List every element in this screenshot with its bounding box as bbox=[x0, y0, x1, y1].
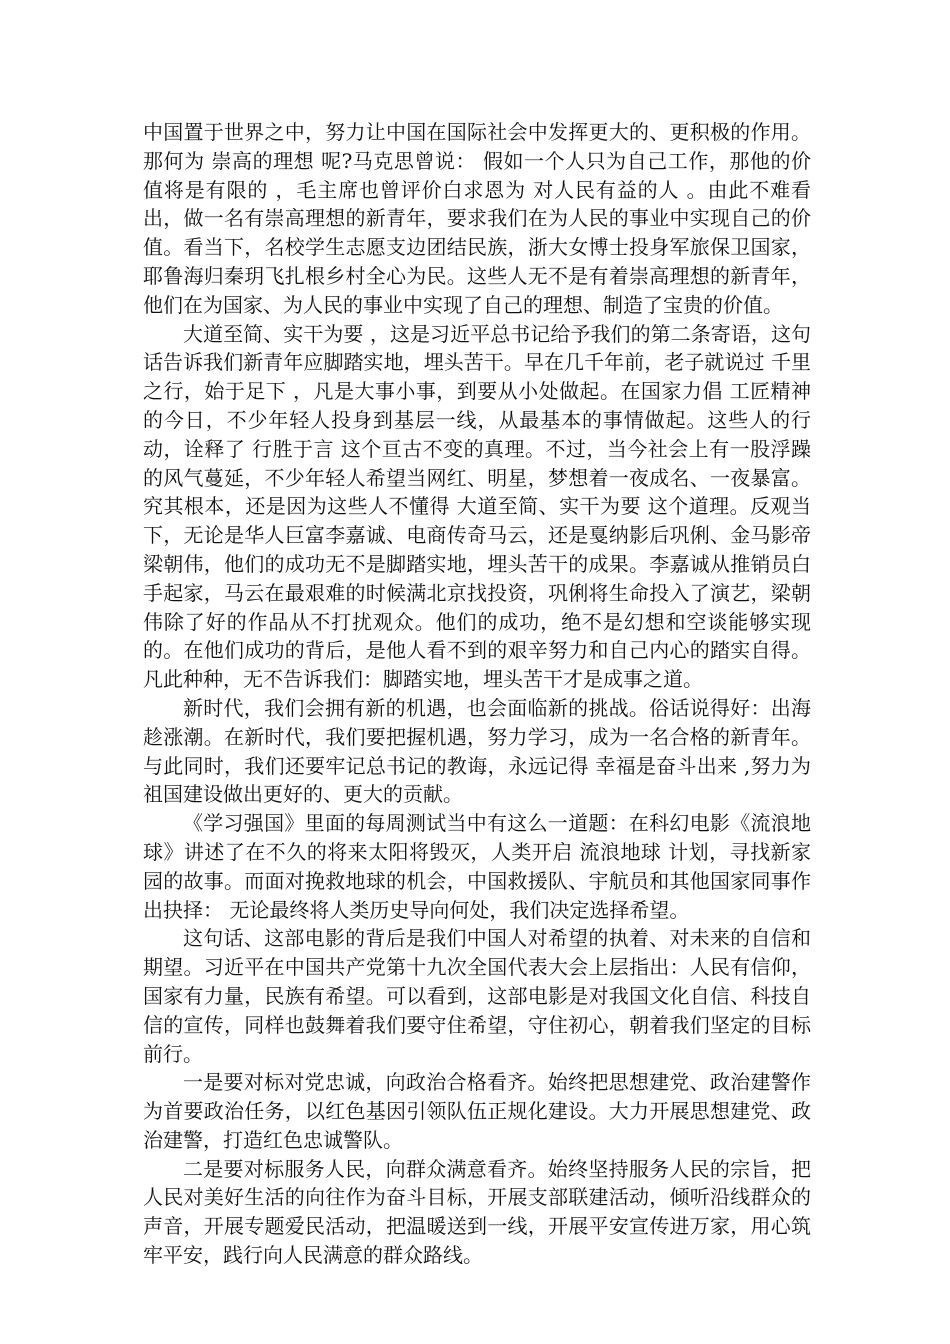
document-body bbox=[143, 118, 811, 1270]
paragraph: 二是要对标服务人民，向群众满意看齐。始终坚持服务人民的宗旨，把人民对美好生活的向往作为奋斗目标，开展支部联建活动，倾听沿线群众的声音，开展专题爱民活动，把温暖送到一线，开展平安宣传进万家，用心筑牢平安，践行向人民满意的群众路线。 bbox=[143, 1156, 811, 1268]
paragraph: 大道至简、实干为要 ，这是习近平总书记给予我们的第二条寄语，这句话告诉我们新青年应脚踏实地，埋头苦干。早在几千年前，老子就说过 千里之行，始于足下 ，凡是大事小事，到要从小处做起。在国家力倡 工匠精神 的今日，不少年轻人投身到基层一线，从最基本的事情做起。这些人的行动，诠释了 行胜于言 这个亘古不变的真理。不过，当今社会上有一股浮躁的风气蔓延，不少年轻人希望当网红、明星，梦想着一夜成名、一夜暴富。究其根本，还是因为这些人不懂得 大道至简、实干为要 这个道理。反观当下，无论是华人巨富李嘉诚、电商传奇马云，还是戛纳影后巩俐、金马影帝梁朝伟，他们的成功无不是脚踏实地，埋头苦干的成果。李嘉诚从推销员白手起家，马云在最艰难的时候满北京找投资，巩俐将生命投入了演艺，梁朝伟除了好的作品从不打扰观众。他们的成功，绝不是幻想和空谈能够实现的。在他们成功的背后，是他人看不到的艰辛努力和自己内心的踏实自得。凡此种种，无不告诉我们：脚踏实地，埋头苦干才是成事之道。 bbox=[143, 321, 811, 692]
paragraph: 这句话、这部电影的背后是我们中国人对希望的执着、对未来的自信和期望。习近平在中国共产党第十九次全国代表大会上层指出：人民有信仰，国家有力量，民族有希望。可以看到，这部电影是对我国文化自信、科技自信的宣传，同样也鼓舞着我们要守住希望，守住初心，朝着我们坚定的目标前行。 bbox=[143, 926, 811, 1066]
paragraph: 中国置于世界之中，努力让中国在国际社会中发挥更大的、更积极的作用。那何为 崇高的理想 呢?马克思曾说： 假如一个人只为自己工作，那他的价值将是有限的 ，毛主席也曾评价白求恩为 对人民有益的人 。由此不难看出，做一名有崇高理想的新青年，要求我们在为人民的事业中实现自己的价值。看当下，名校学生志愿支边团结民族，浙大女博士投身军旅保卫国家，耶鲁海归秦玥飞扎根乡村全心为民。这些人无不是有着崇高理想的新青年，他们在为国家、为人民的事业中实现了自己的理想、制造了宝贵的价值。 bbox=[143, 120, 811, 317]
paragraph: 《学习强国》里面的每周测试当中有这么一道题：在科幻电影《流浪地球》讲述了在不久的将来太阳将毁灭，人类开启 流浪地球 计划，寻找新家园的故事。而面对挽救地球的机会，中国救援队、宇航员和其他国家同事作出抉择： 无论最终将人类历史导向何处，我们决定选择希望。 bbox=[143, 811, 811, 922]
paragraph: 一是要对标对党忠诚，向政治合格看齐。始终把思想建党、政治建警作为首要政治任务，以红色基因引领队伍正规化建设。大力开展思想建党、政治建警，打造红色忠诚警队。 bbox=[143, 1070, 811, 1152]
paragraph: 新时代，我们会拥有新的机遇，也会面临新的挑战。俗话说得好：出海趁涨潮。在新时代，我们要把握机遇，努力学习，成为一名合格的新青年。与此同时，我们还要牢记总书记的教诲，永远记得 幸福是奋斗出来 ,努力为祖国建设做出更好的、更大的贡献。 bbox=[143, 695, 811, 807]
